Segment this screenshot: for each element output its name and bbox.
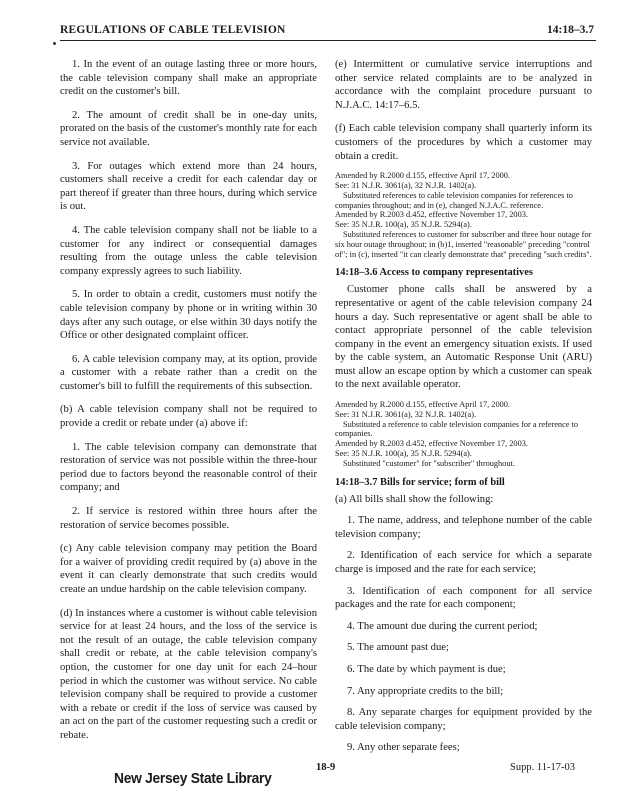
history-note: Amended by R.2003 d.452, effective November 17, 2003. <box>335 439 528 449</box>
section-heading-3-6: 14:18–3.6 Access to company representatives <box>335 267 533 279</box>
history-notes-3-6 <box>335 400 592 469</box>
list-item: 7. Any appropriate credits to the bill; <box>347 685 504 697</box>
library-logo-text: New Jersey State Library <box>114 770 272 787</box>
list-item: 4. The amount due during the current period; <box>347 620 538 632</box>
history-note: Substituted references to customer for subscriber and three hour outage for six hour outage throughout; in (b)1, inserted "reasonable" preceding "control of"; in (c), inserted "it can clearly demonstrate that" preceding "such credits". <box>335 229 592 259</box>
list-item: 6. The date by which payment is due; <box>347 664 506 675</box>
history-notes-3-5 <box>335 171 592 259</box>
margin-dot <box>53 42 56 45</box>
history-note: Substituted "customer" for "subscriber" throughout. <box>343 458 515 468</box>
list-item: 9. Any other separate fees; <box>347 742 460 754</box>
history-note: See: 31 N.J.R. 3061(a), 32 N.J.R. 1402(a). <box>335 409 477 419</box>
list-item: (a) All bills shall show the following: <box>335 493 494 505</box>
history-note: Substituted references to cable television companies for references to companies throughout; and in (e), changed N.J.A.C. reference. <box>335 190 573 210</box>
history-note: See: 35 N.J.R. 100(a), 35 N.J.R. 5294(a). <box>335 449 472 459</box>
paragraph-f: (f) Each cable television company shall quarterly inform its customers of the procedures by which a customer may obtain a credit. <box>335 123 592 162</box>
paragraph-b: (b) A cable television company shall not be required to provide a credit or rebate under (a) above if: <box>60 404 317 430</box>
paragraph-a1: 1. In the event of an outage lasting three or more hours, the cable television company shall make an appropriate credit on the customer's bill. <box>60 59 317 98</box>
history-note: Amended by R.2000 d.155, effective April 17, 2000. <box>335 171 510 181</box>
list-item: 8. Any separate charges for equipment provided by the cable television company; <box>335 707 592 732</box>
header-section-number: 14:18–3.7 <box>547 24 594 36</box>
paragraph-b2: 2. If service is restored within three hours after the restoration of service becomes possible. <box>60 506 317 531</box>
history-note: See: 31 N.J.R. 3061(a), 32 N.J.R. 1402(a). <box>335 180 477 190</box>
right-column <box>335 58 592 755</box>
paragraph-3-6: Customer phone calls shall be answered by a representative or agent of the cable television company 24 hours a day. Such representative or agent shall be able to contact appropriate personnel of the cable television company in the event an emergency situation exists. If used by the cable system, an Automatic Response Unit (ARU) must allow an escape option by which a customer can speak to the next available operator. <box>335 284 592 391</box>
paragraph-d: (d) In instances where a customer is without cable television service for at least 24 hours, and the loss of the service is not the result of an outage, the cable television company shall credit or rebate, at the cable television company's option, the customer for one day unit for each 24–hour period in which the customer was without service. No cable television company shall be required to provide a customer with a rebate or credit if the loss of service was caused by an act on the part of the customer requesting such a credit or rebate. <box>60 607 317 741</box>
supplement-date: Supp. 11-17-03 <box>510 762 575 773</box>
history-note: Amended by R.2003 d.452, effective November 17, 2003. <box>335 210 528 220</box>
section-heading-3-7: 14:18–3.7 Bills for service; form of bill <box>335 476 505 488</box>
running-header <box>60 18 596 41</box>
page-number: 18-9 <box>316 762 336 773</box>
list-item: 5. The amount past due; <box>347 642 449 654</box>
list-item: 2. Identification of each service for which a separate charge is imposed and the rate for each service; <box>335 550 592 576</box>
paragraph-a3: 3. For outages which extend more than 24 hours, customers shall receive a credit for each calendar day or part thereof if greater than three hours, during which service is out. <box>60 160 317 213</box>
left-column <box>60 58 317 743</box>
history-note: Amended by R.2000 d.155, effective April 17, 2000. <box>335 400 510 410</box>
paragraph-c: (c) Any cable television company may petition the Board for a waiver of providing credit required by (a) above in the event it can clearly demonstrate that such credits would create an undue hardship on the cable television company. <box>60 543 317 595</box>
history-note: Substituted a reference to cable television companies for a reference to companies. <box>335 419 578 439</box>
paragraph-a4: 4. The cable television company shall not be liable to a customer for any indirect or consequential damages resulting from the outage unless the cable television company expressly agrees to such liability. <box>60 224 317 277</box>
list-item: 3. Identification of each component for all service packages and the rate for each component; <box>335 585 592 611</box>
paragraph-a6: 6. A cable television company may, at its option, provide a customer with a rebate rather than a credit on the customer's bill to fulfill the requirements of this subsection. <box>60 353 317 392</box>
history-note: See: 35 N.J.R. 100(a), 35 N.J.R. 5294(a). <box>335 220 472 230</box>
header-title: REGULATIONS OF CABLE TELEVISION <box>60 24 286 36</box>
paragraph-a5: 5. In order to obtain a credit, customers must notify the cable television company by phone or in writing within 30 days after any such outage, or else within 30 days notify the Office or other designated complaint officer. <box>60 289 317 342</box>
paragraph-e: (e) Intermittent or cumulative service interruptions and other service related complaints are to be analyzed in accordance with the complaint procedure pursuant to N.J.A.C. 14:17–6.5. <box>335 59 592 111</box>
paragraph-a2: 2. The amount of credit shall be in one-day units, prorated on the basis of the customer's monthly rate for each service not available. <box>60 109 317 148</box>
paragraph-b1: 1. The cable television company can demonstrate that restoration of service was not possible within the three-hour period due to factors beyond the reasonable control of their company; and <box>60 441 317 494</box>
list-item: 1. The name, address, and telephone number of the cable television company; <box>335 515 592 540</box>
